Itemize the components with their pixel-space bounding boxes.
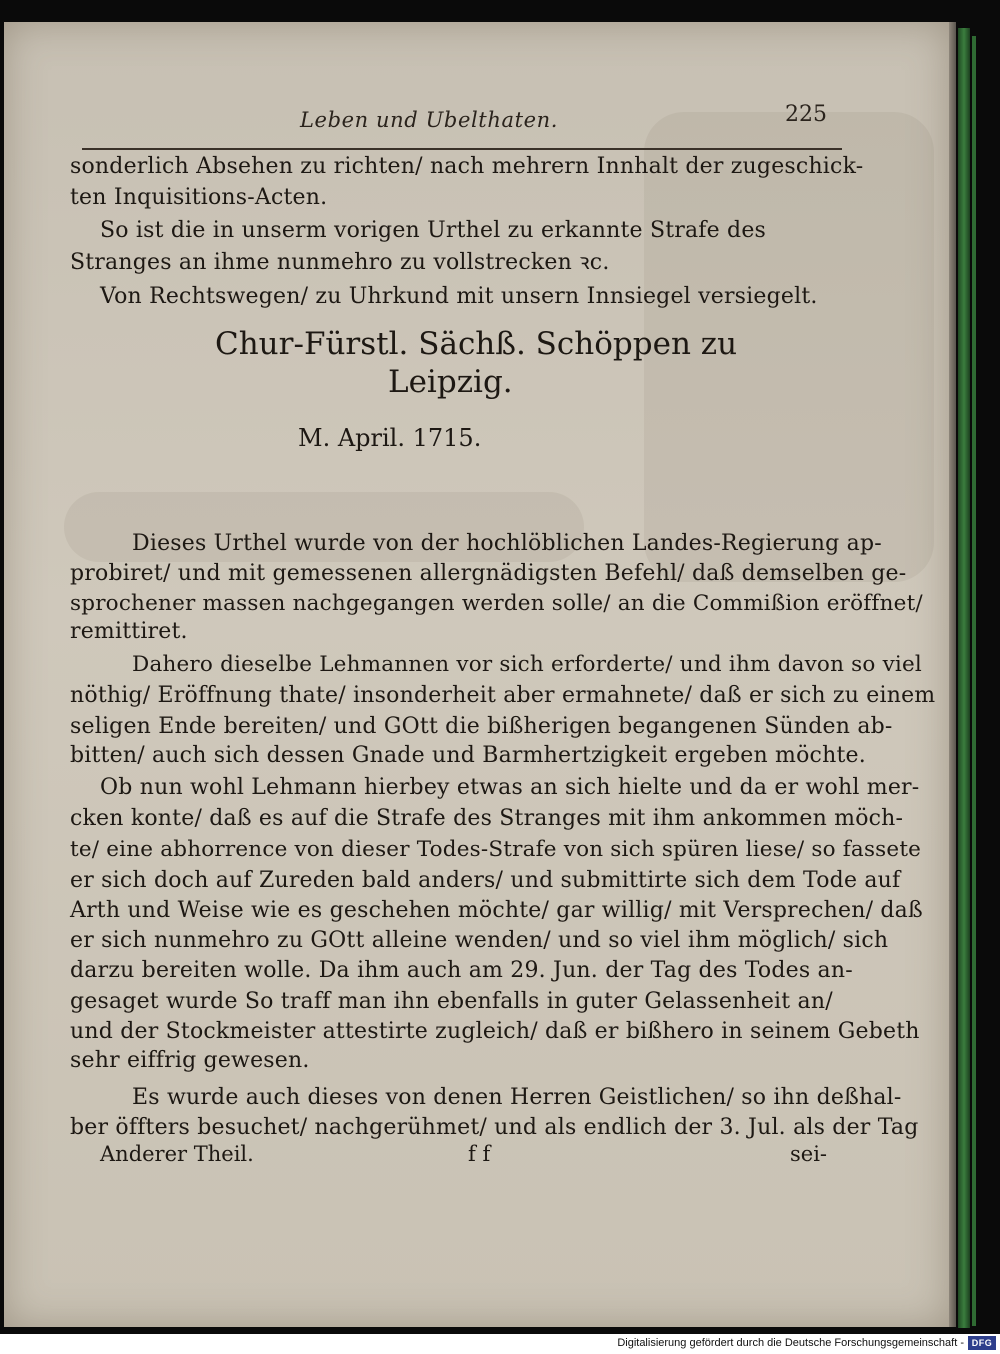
page-number: 225: [785, 102, 827, 127]
date-line: M. April. 1715.: [298, 424, 482, 452]
text-line: seligen Ende bereiten/ und GOtt die bißherigen begangenen Sünden ab-: [70, 714, 893, 739]
text-line: gesaget wurde So traff man ihn ebenfalls in guter Gelassenheit an/: [70, 989, 833, 1014]
text-line: Dahero dieselbe Lehmannen vor sich erforderte/ und ihm davon so viel: [132, 652, 922, 677]
text-line: remittiret.: [70, 619, 188, 644]
text-line: Dieses Urthel wurde von der hochlöblichen Landes-Regierung ap-: [132, 531, 882, 556]
text-line: er sich nunmehro zu GOtt alleine wenden/ und so viel ihm möglich/ sich: [70, 928, 889, 953]
text-line: nöthig/ Eröffnung thate/ insonderheit aber ermahnete/ daß er sich zu einem: [70, 683, 936, 708]
text-line: Stranges an ihme nunmehro zu vollstrecken ꝛc.: [70, 250, 610, 275]
text-line: sprochener massen nachgegangen werden solle/ an die Commißion eröffnet/: [70, 591, 923, 616]
dfg-logo-icon: DFG: [968, 1336, 996, 1350]
running-header: Leben und Ubelthaten.: [300, 108, 559, 132]
text-line: darzu bereiten wolle. Da ihm auch am 29. Jun. der Tag des Todes an-: [70, 958, 853, 983]
text-line: Es wurde auch dieses von denen Herren Geistlichen/ so ihn deßhal-: [132, 1085, 902, 1110]
text-line: Arth und Weise wie es geschehen möchte/ gar willig/ mit Versprechen/ daß: [70, 898, 923, 923]
page-edge: [949, 22, 956, 1327]
text-line: sehr eiffrig gewesen.: [70, 1048, 310, 1073]
text-line: sonderlich Absehen zu richten/ nach mehrern Innhalt der zugeschick-: [70, 154, 864, 179]
text-line: und der Stockmeister attestirte zugleich/ daß er bißhero in seinem Gebeth: [70, 1019, 920, 1044]
text-line: bitten/ auch sich dessen Gnade und Barmhertzigkeit ergeben möchte.: [70, 743, 866, 768]
printer-signature-mark: f f: [468, 1142, 491, 1166]
header-rule: [82, 148, 842, 150]
volume-footer: Anderer Theil.: [100, 1142, 254, 1166]
catchword: sei-: [790, 1142, 828, 1166]
signature-line: Chur-Fürstl. Sächß. Schöppen zu: [215, 326, 738, 362]
text-line: cken konte/ daß es auf die Strafe des Stranges mit ihm ankommen möch-: [70, 806, 904, 831]
text-line: te/ eine abhorrence von dieser Todes-Strafe von sich spüren liese/ so fassete: [70, 837, 922, 862]
text-line: So ist die in unserm vorigen Urthel zu erkannte Strafe des: [100, 218, 767, 243]
text-line: ten Inquisitions-Acten.: [70, 185, 328, 210]
funding-credit: Digitalisierung gefördert durch die Deutsche Forschungsgemeinschaft -: [617, 1337, 964, 1349]
text-line: probiret/ und mit gemessenen allergnädigsten Befehl/ daß demselben ge-: [70, 561, 907, 586]
text-line: Ob nun wohl Lehmann hierbey etwas an sich hielte und da er wohl mer-: [100, 775, 920, 800]
viewer-footer-bar: [0, 1334, 1000, 1354]
green-bookmark-slip-inner: [972, 36, 976, 1326]
text-line: ber öffters besuchet/ nachgerühmet/ und als endlich der 3. Jul. als der Tag: [70, 1115, 919, 1140]
text-line: er sich doch auf Zureden bald anders/ und submittirte sich dem Tode auf: [70, 868, 901, 893]
text-line: Von Rechtswegen/ zu Uhrkund mit unsern Innsiegel versiegelt.: [100, 284, 818, 309]
green-bookmark-slip: [958, 28, 970, 1328]
signature-line: Leipzig.: [388, 364, 513, 400]
